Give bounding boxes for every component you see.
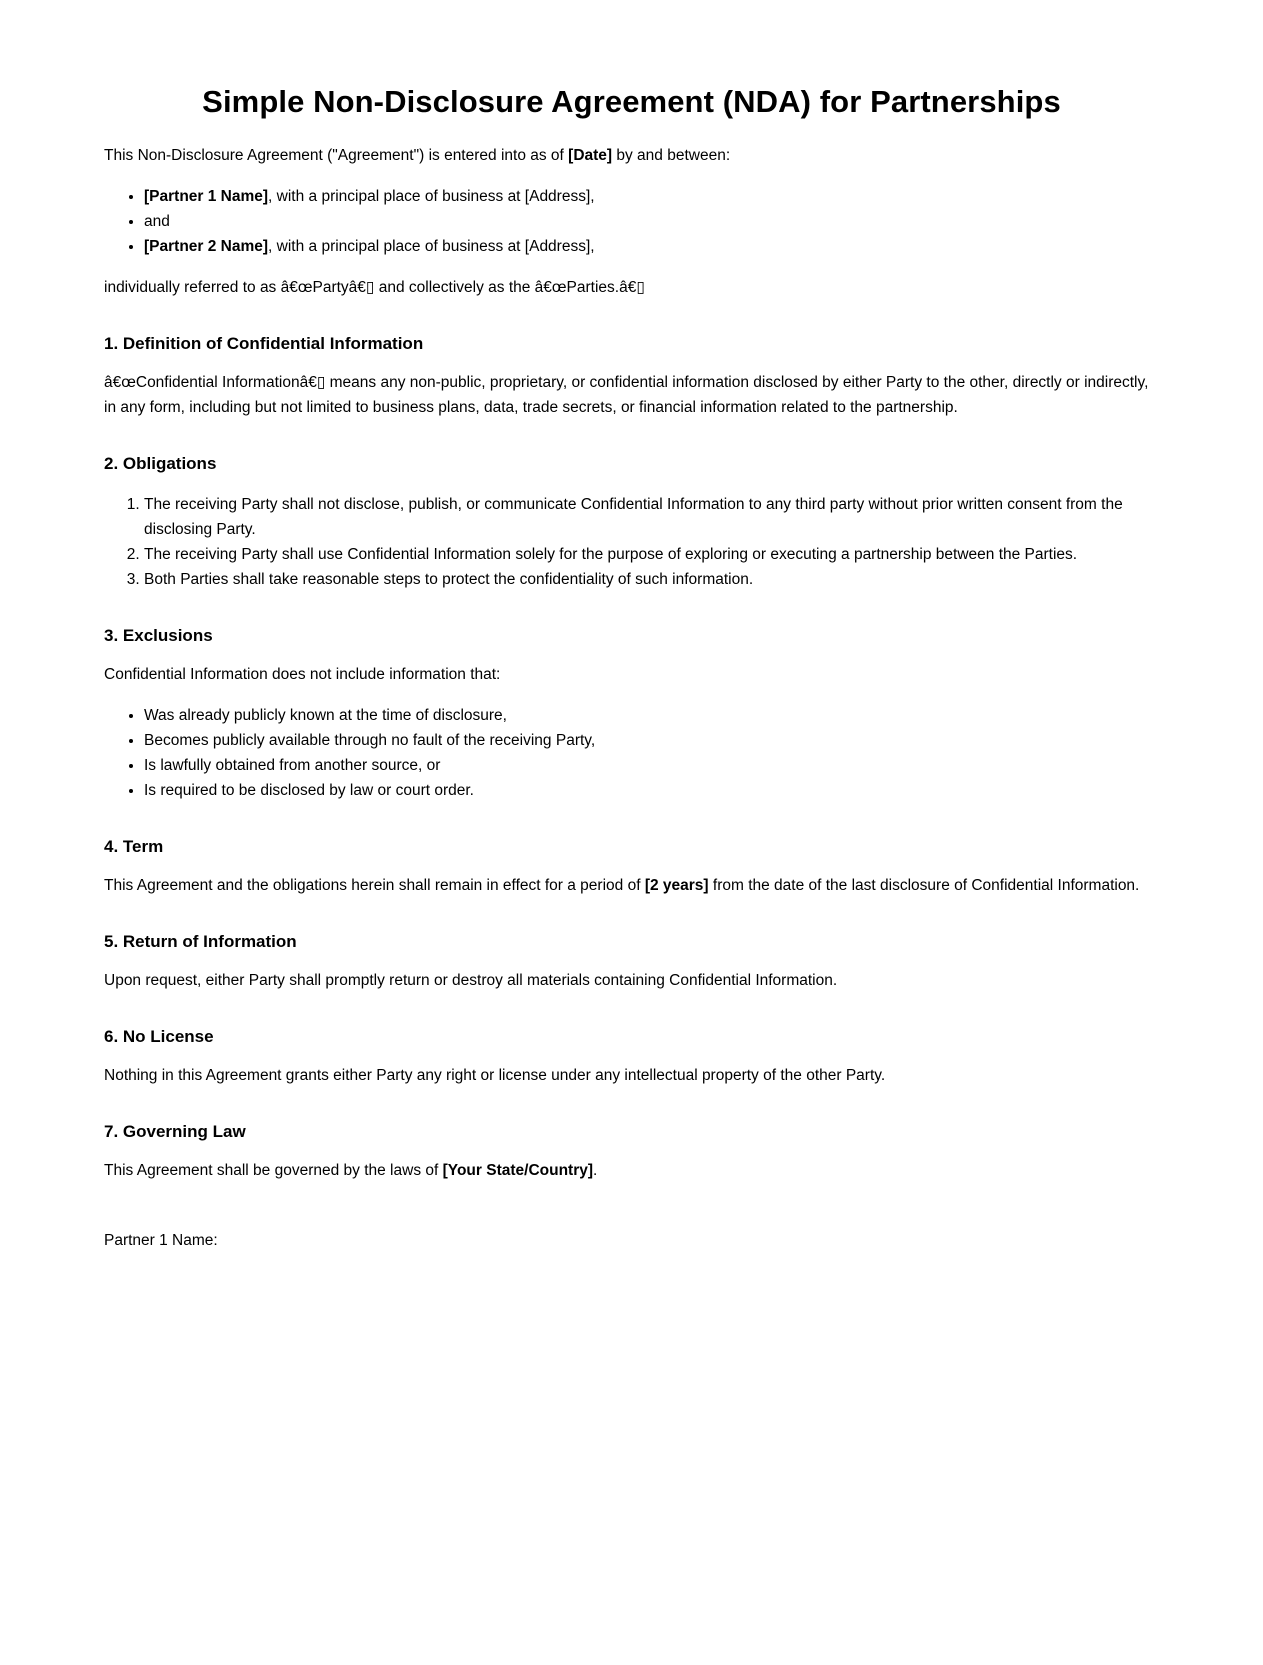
party-item-2 <box>144 234 1159 259</box>
section-exclusions <box>104 623 1159 803</box>
exclusion-item: • Is lawfully obtained from another source, or <box>144 753 1159 778</box>
governing-law-body <box>104 1158 1159 1183</box>
obligation-item: 3. Both Parties shall take reasonable steps to protect the confidentiality of such information. <box>144 567 1159 592</box>
obligation-item: 1. The receiving Party shall not disclose, publish, or communicate Confidential Information to any third party without prior written consent from the disclosing Party. <box>144 492 1159 542</box>
section-heading-no-license: 6. No License <box>104 1027 214 1046</box>
section-obligations <box>104 451 1159 592</box>
intro-paragraph <box>104 143 1159 168</box>
partner-1-name: [Partner 1 Name] <box>144 188 269 205</box>
term-body <box>104 873 1159 898</box>
exclusions-list <box>104 703 1159 803</box>
no-license-body: Nothing in this Agreement grants either Party any right or license under any intellectual property of the other Party. <box>104 1067 886 1084</box>
date-placeholder: [Date] <box>568 147 613 164</box>
parties-list <box>104 184 1159 259</box>
intro-text-before: This Non-Disclosure Agreement ("Agreement") is entered into as of <box>104 147 569 164</box>
exclusion-item: • Becomes publicly available through no fault of the receiving Party, <box>144 728 1159 753</box>
section-no-license <box>104 1024 1159 1088</box>
obligations-list <box>104 492 1159 592</box>
exclusion-item: • Is required to be disclosed by law or court order. <box>144 778 1159 803</box>
governing-law-text-before: This Agreement shall be governed by the laws of <box>104 1162 443 1179</box>
partner-2-name: [Partner 2 Name] <box>144 238 269 255</box>
section-heading-return: 5. Return of Information <box>104 932 297 951</box>
party-item-conjunction <box>144 209 1159 234</box>
definition-body: â€œConfidential Informationâ€▯ means any non-public, proprietary, or confidential information disclosed by either Party to the other, directly or indirectly, in any form, including but not limited to business plans, data, trade secrets, or financial information related to the partnership. <box>104 374 1149 416</box>
section-heading-obligations: 2. Obligations <box>104 454 217 473</box>
exclusions-intro: Confidential Information does not include information that: <box>104 666 501 683</box>
exclusion-item: • Was already publicly known at the time of disclosure, <box>144 703 1159 728</box>
parties-note: individually referred to as â€œPartyâ€▯ and collectively as the â€œParties.â€▯ <box>104 279 645 296</box>
section-heading-governing-law: 7. Governing Law <box>104 1122 246 1141</box>
governing-law-text-after: . <box>593 1162 598 1179</box>
section-return <box>104 929 1159 993</box>
section-heading-exclusions: 3. Exclusions <box>104 626 213 645</box>
jurisdiction-placeholder: [Your State/Country] <box>442 1162 594 1179</box>
partner-1-address: , with a principal place of business at [Address], <box>268 188 595 205</box>
return-body: Upon request, either Party shall promptly return or destroy all materials containing Confidential Information. <box>104 972 838 989</box>
intro-text-after: by and between: <box>612 147 731 164</box>
conjunction-and: and <box>144 213 170 230</box>
section-heading-term: 4. Term <box>104 837 164 856</box>
document-title: Simple Non-Disclosure Agreement (NDA) for Partnerships <box>202 84 1061 119</box>
partner-1-signature-label: Partner 1 Name: <box>104 1232 218 1249</box>
party-item-1 <box>144 184 1159 209</box>
section-governing-law <box>104 1119 1159 1183</box>
obligation-item: 2. The receiving Party shall use Confidential Information solely for the purpose of exploring or executing a partnership between the Parties. <box>144 542 1159 567</box>
section-definition <box>104 331 1159 420</box>
section-term <box>104 834 1159 898</box>
term-period-placeholder: [2 years] <box>644 877 709 894</box>
partner-2-address: , with a principal place of business at [Address], <box>268 238 595 255</box>
term-text-before: This Agreement and the obligations herein shall remain in effect for a period of <box>104 877 645 894</box>
section-heading-definition: 1. Definition of Confidential Information <box>104 334 424 353</box>
term-text-after: from the date of the last disclosure of Confidential Information. <box>708 877 1140 894</box>
